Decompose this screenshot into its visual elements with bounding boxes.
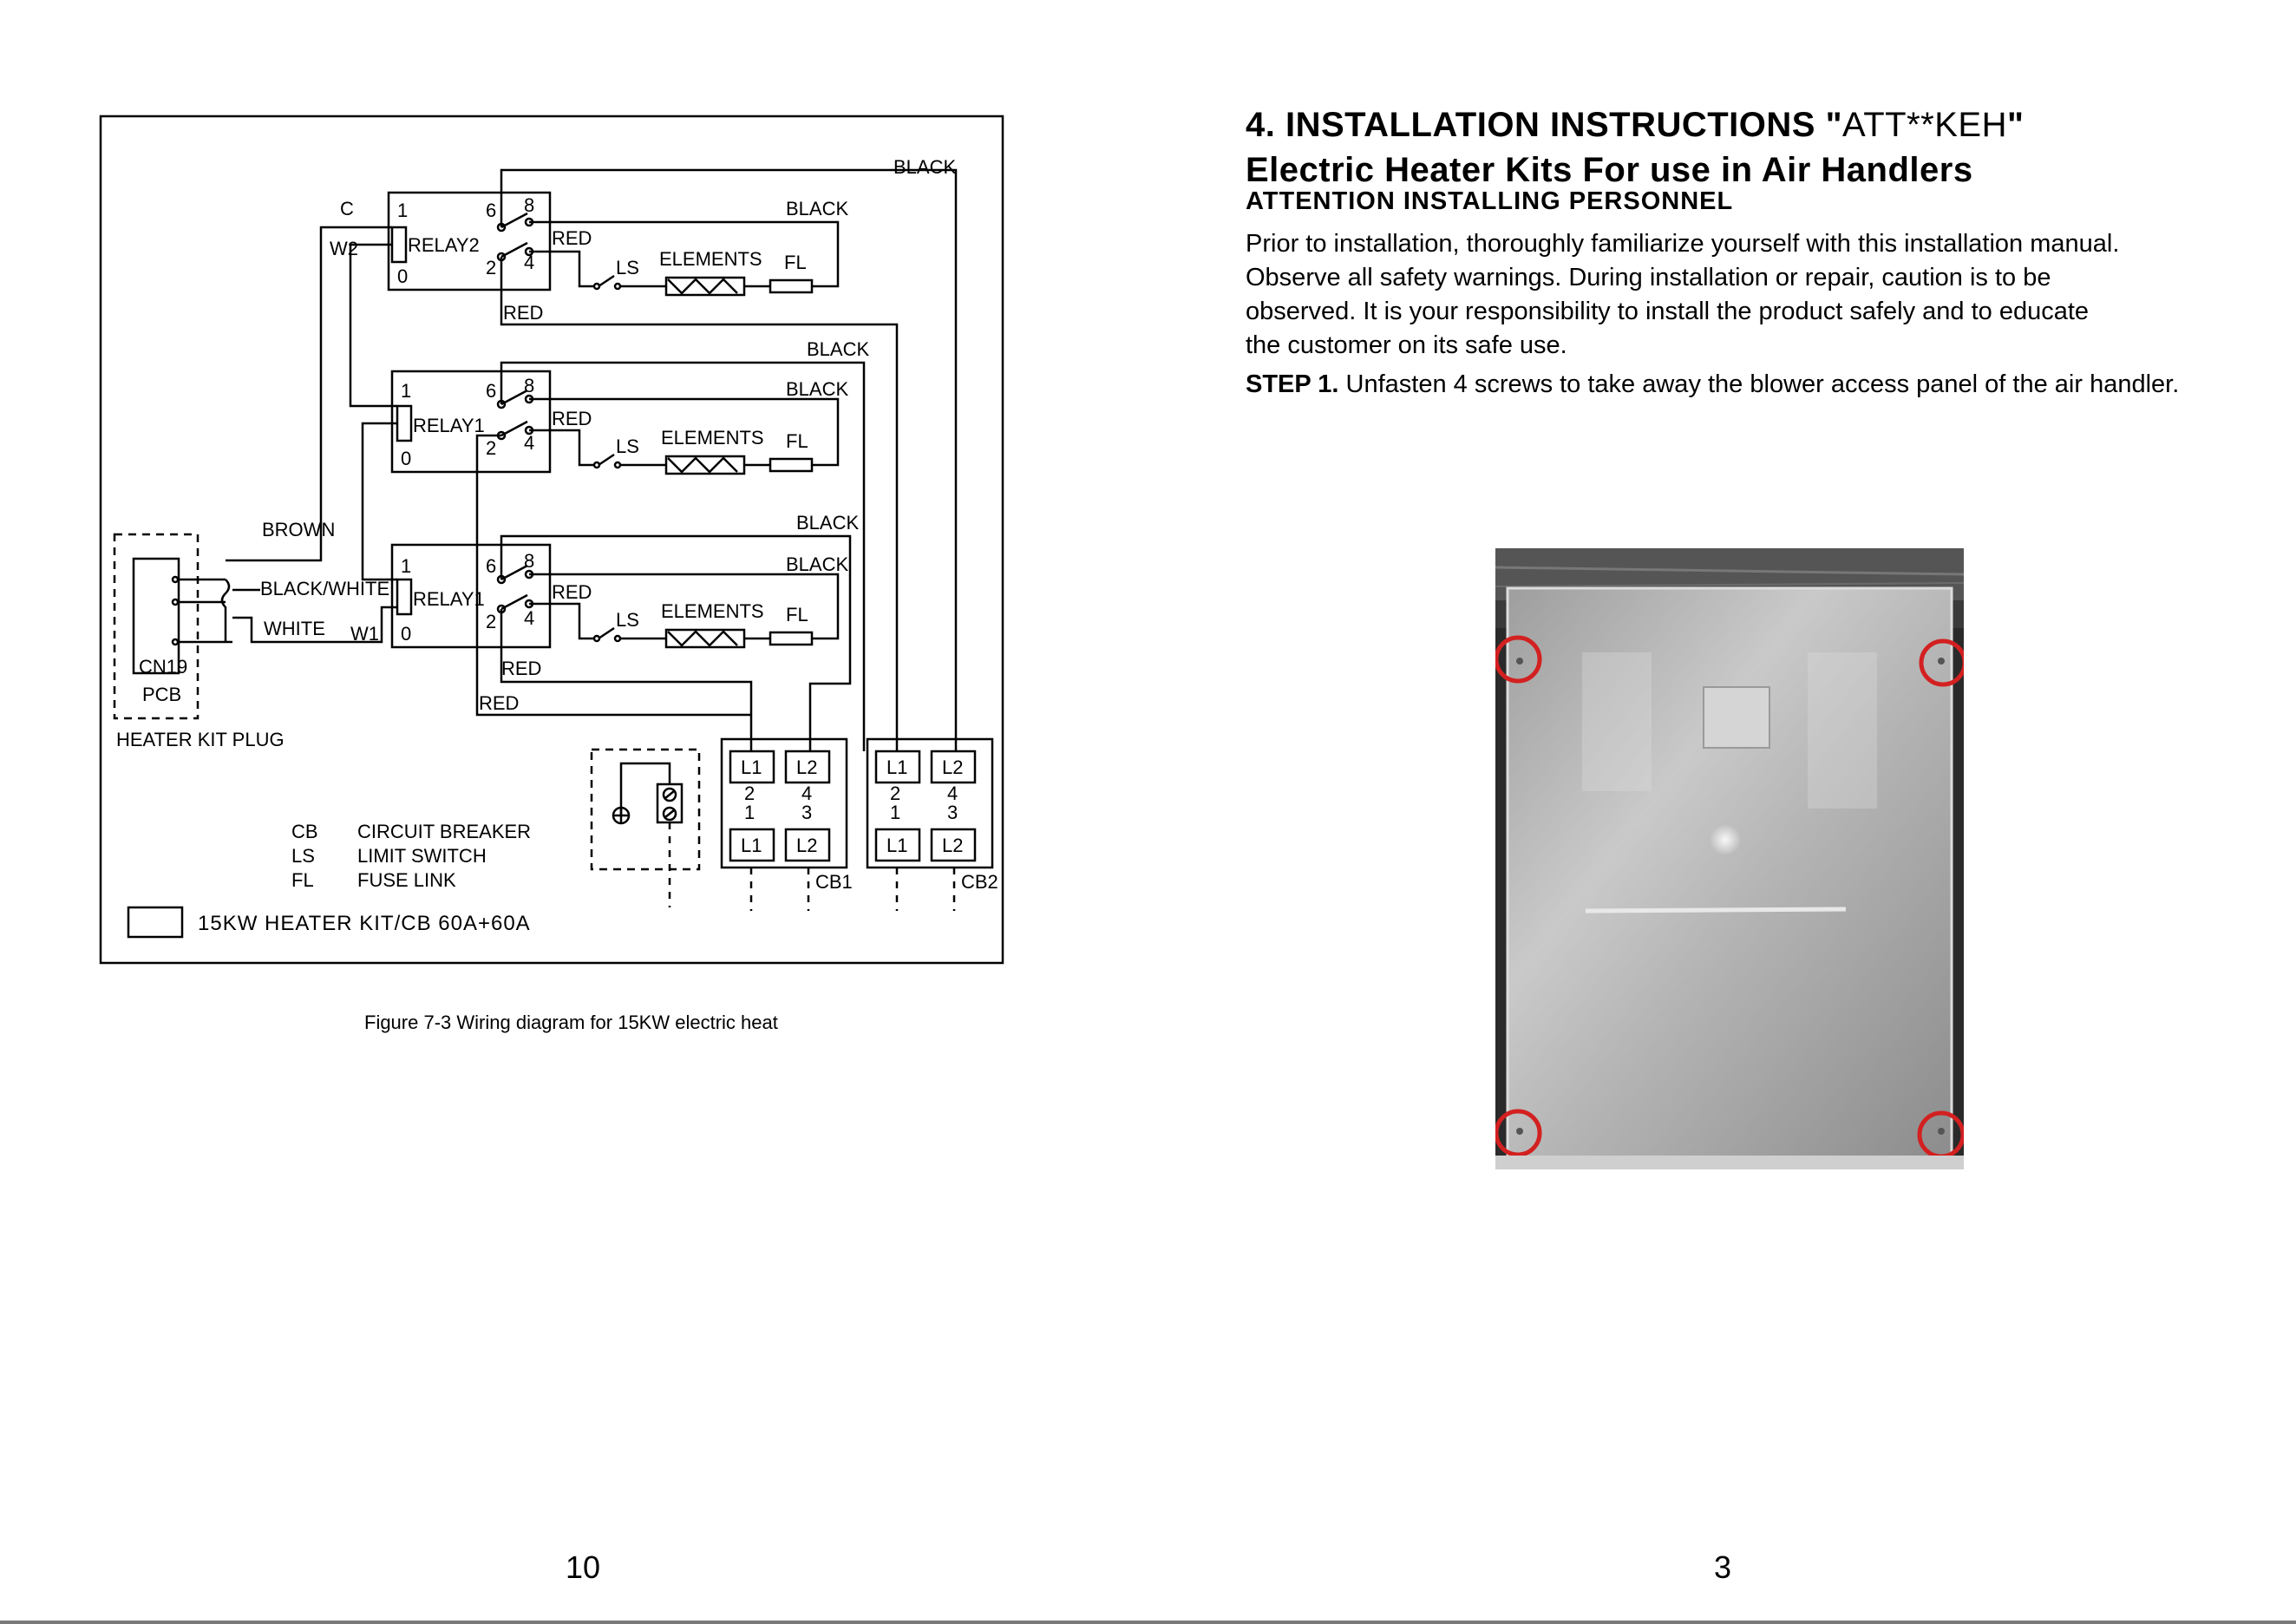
figure-caption: Figure 7-3 Wiring diagram for 15KW electric heat (364, 1012, 778, 1033)
elements-label: ELEMENTS (661, 427, 764, 449)
pin-label: 6 (486, 380, 497, 402)
blower-access-panel-photo (1495, 548, 1964, 1169)
wire-label: BLACK (786, 378, 849, 400)
wire-label: RED (552, 227, 592, 249)
wire-label: BLACK (893, 156, 957, 178)
breaker-term: L2 (796, 835, 818, 856)
breaker-term: L1 (886, 835, 908, 856)
pin-label: 8 (524, 194, 535, 216)
pin-label: 0 (401, 448, 412, 469)
breaker-term: 2 (890, 783, 901, 804)
breaker-term: 2 (744, 783, 756, 804)
cb2-label: CB2 (961, 871, 998, 893)
pin-label: 4 (524, 432, 535, 454)
heading-model: ATT**KEH (1842, 106, 2007, 144)
wire-label: C (340, 198, 354, 219)
wire-label: BLACK (786, 198, 849, 219)
pin-label: 4 (524, 252, 535, 273)
plug-cn-label: CN19 (139, 656, 188, 678)
breaker-term: L2 (796, 756, 818, 778)
fl-label: FL (784, 252, 807, 273)
fl-label: FL (786, 430, 808, 452)
elements-label: ELEMENTS (659, 248, 762, 270)
wire-label: W1 (350, 623, 379, 645)
step-1 (1246, 367, 2191, 403)
wire-label: RED (552, 408, 592, 429)
breaker-term: L2 (942, 835, 964, 856)
pin-label: 6 (486, 200, 497, 221)
paragraph-line: the customer on its safe use. (1246, 331, 1567, 359)
ls-label: LS (616, 435, 639, 457)
pin-label: 2 (486, 437, 497, 459)
legend-abbr: FL (291, 869, 314, 891)
breaker-term: 1 (744, 802, 756, 823)
breaker-term: 3 (801, 802, 813, 823)
relay-label: RELAY1 (413, 415, 485, 436)
pin-label: 0 (397, 265, 409, 287)
paragraph-line: Prior to installation, thoroughly familiarize yourself with this installation manual. (1246, 230, 2120, 258)
heading-suffix: " (2007, 106, 2025, 144)
pin-label: 8 (524, 550, 535, 572)
page-number-left: 10 (566, 1549, 601, 1585)
legend-abbr: CB (291, 821, 318, 842)
paragraph-line: Observe all safety warnings. During installation or repair, caution is to be (1246, 264, 2051, 291)
paragraph-line: observed. It is your responsibility to install the product safely and to educate (1246, 298, 2090, 325)
legend-desc: CIRCUIT BREAKER (357, 821, 532, 842)
wire-label: BLACK (807, 338, 870, 360)
pin-label: 1 (401, 380, 412, 402)
ground-block (592, 750, 699, 869)
intro-paragraph (1246, 227, 2191, 363)
page-number-right: 3 (1714, 1549, 1732, 1585)
pin-label: 6 (486, 555, 497, 577)
fl-label: FL (786, 604, 808, 625)
ls-label: LS (616, 609, 639, 631)
breaker-term: L1 (741, 756, 762, 778)
section-heading (1246, 106, 2024, 145)
heading-prefix: 4. INSTALLATION INSTRUCTIONS " (1246, 106, 1843, 144)
step-label: STEP 1. (1246, 370, 1339, 398)
breaker-term: L2 (942, 756, 964, 778)
section-subheading: Electric Heater Kits For use in Air Handlers (1246, 151, 1973, 189)
cb1-label: CB1 (815, 871, 853, 893)
pin-label: 8 (524, 375, 535, 396)
pin-label: 1 (401, 555, 412, 577)
breaker-term: 3 (947, 802, 958, 823)
wiring-diagram (0, 0, 1041, 980)
wire-label: BLACK (796, 512, 860, 534)
kit-label: 15KW HEATER KIT/CB 60A+60A (198, 912, 531, 935)
wire-label: RED (552, 581, 592, 603)
wire-label: RED (503, 302, 544, 324)
relay-label: RELAY1 (413, 588, 485, 610)
bottom-border (0, 1621, 2296, 1624)
wire-label: RED (501, 658, 542, 679)
wire-label: RED (479, 692, 520, 714)
pin-label: 2 (486, 257, 497, 278)
relay1b-contacts (498, 566, 533, 612)
wire-label: W2 (330, 238, 358, 259)
breaker-term: 1 (890, 802, 901, 823)
wire-label: BROWN (262, 519, 336, 540)
heater-kit-plug-label: HEATER KIT PLUG (116, 729, 285, 750)
breaker-term: L1 (741, 835, 762, 856)
legend-desc: LIMIT SWITCH (357, 845, 487, 867)
attention-heading: ATTENTION INSTALLING PERSONNEL (1246, 187, 1734, 215)
wire-label: WHITE (264, 618, 325, 639)
pin-label: 1 (397, 200, 409, 221)
legend-desc: FUSE LINK (357, 869, 456, 891)
step-text: Unfasten 4 screws to take away the blower access panel of the air handler. (1338, 370, 2180, 398)
breaker-term: L1 (886, 756, 908, 778)
pin-label: 4 (524, 607, 535, 629)
pin-label: 2 (486, 611, 497, 632)
legend-abbr: LS (291, 845, 315, 867)
pin-label: 0 (401, 623, 412, 645)
wire-label: BLACK/WHITE (260, 578, 390, 599)
elements-label: ELEMENTS (661, 600, 764, 622)
breaker-term: 4 (947, 783, 958, 804)
breaker-term: 4 (801, 783, 813, 804)
wire-label: BLACK (786, 553, 849, 575)
ls-label: LS (616, 257, 639, 278)
plug-pcb-label: PCB (142, 684, 182, 705)
kit-legend-box (128, 907, 182, 937)
relay-label: RELAY2 (408, 234, 480, 256)
